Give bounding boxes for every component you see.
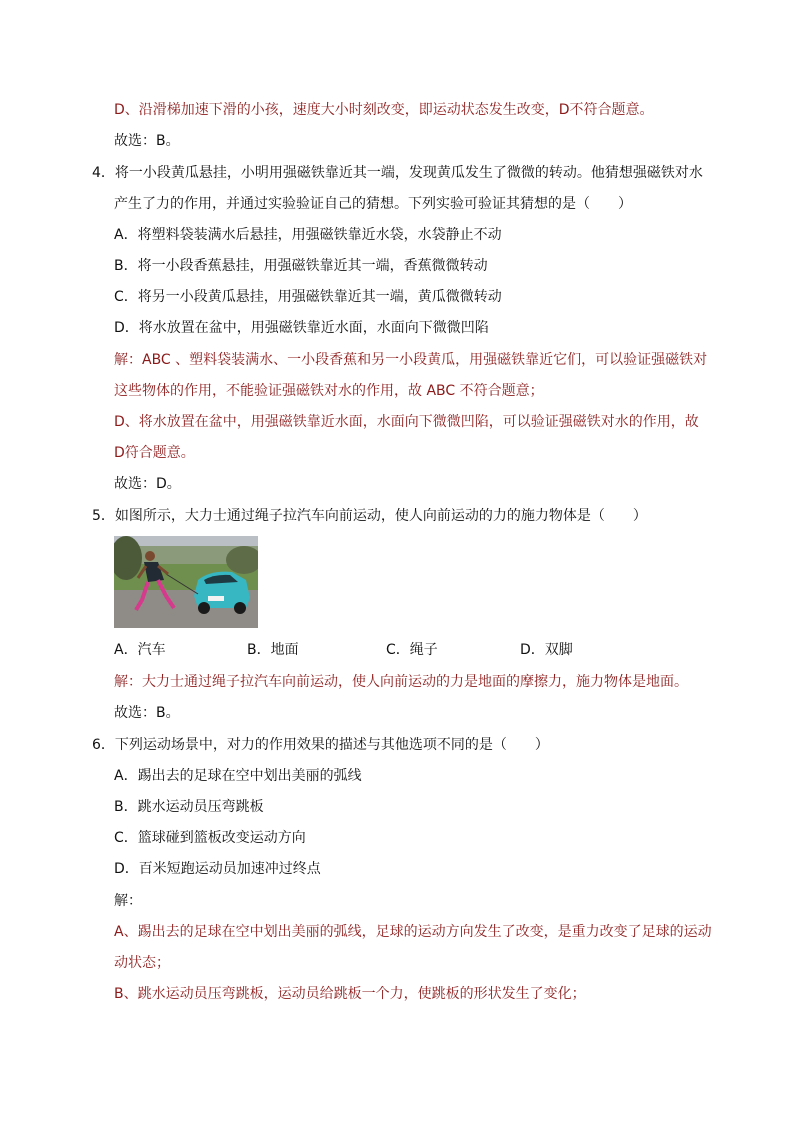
q6-option-c: C．篮球碰到篮板改变运动方向 (114, 830, 306, 846)
q6-option-b: B．跳水运动员压弯跳板 (114, 799, 264, 815)
q6-solution-b: B、跳水运动员压弯跳板，运动员给跳板一个力，使跳板的形状发生了变化； (114, 986, 586, 1002)
q6-solution-a-line-1: A、踢出去的足球在空中划出美丽的弧线，足球的运动方向发生了改变，是重力改变了足球的运动 (114, 924, 712, 940)
q6-solution-label: 解： (114, 893, 142, 909)
q5-option-a: A．汽车 (114, 642, 166, 658)
q4-option-b: B．将一小段香蕉悬挂，用强磁铁靠近其一端，香蕉微微转动 (114, 258, 488, 274)
q6-option-d: D．百米短跑运动员加速冲过终点 (114, 861, 321, 877)
q4-option-d: D．将水放置在盆中，用强磁铁靠近水面，水面向下微微凹陷 (114, 320, 489, 336)
q5-option-d: D．双脚 (520, 642, 573, 658)
q5-solution: 解：大力士通过绳子拉汽车向前运动，使人向前运动的力是地面的摩擦力，施力物体是地面。 (114, 674, 688, 690)
q4-solution-line-2: 这些物体的作用，不能验证强磁铁对水的作用，故 ABC 不符合题意； (114, 383, 544, 399)
q6-option-a: A．踢出去的足球在空中划出美丽的弧线 (114, 768, 362, 784)
q4-solution-line-4: D符合题意。 (114, 445, 195, 461)
q4-option-c: C．将另一小段黄瓜悬挂，用强磁铁靠近其一端，黄瓜微微转动 (114, 289, 502, 305)
q5-answer: 故选：B。 (114, 705, 180, 721)
strongman-pulling-car-photo (114, 536, 258, 628)
q6-stem: 6．下列运动场景中，对力的作用效果的描述与其他选项不同的是（ ） (92, 737, 549, 753)
q4-stem-line-2: 产生了力的作用，并通过实验验证自己的猜想。下列实验可验证其猜想的是（ ） (114, 196, 632, 212)
q5-stem: 5．如图所示，大力士通过绳子拉汽车向前运动，使人向前运动的力的施力物体是（ ） (92, 508, 647, 524)
q3-analysis-d: D、沿滑梯加速下滑的小孩，速度大小时刻改变，即运动状态发生改变，D不符合题意。 (114, 102, 654, 118)
q5-option-c: C．绳子 (386, 642, 438, 658)
q3-answer: 故选：B。 (114, 133, 180, 149)
q4-solution-line-3: D、将水放置在盆中，用强磁铁靠近水面，水面向下微微凹陷，可以验证强磁铁对水的作用，故 (114, 414, 699, 430)
q6-solution-a-line-2: 动状态； (114, 955, 170, 971)
q4-answer: 故选：D。 (114, 476, 181, 492)
q4-solution-line-1: 解：ABC 、塑料袋装满水、一小段香蕉和另一小段黄瓜，用强磁铁靠近它们，可以验证强磁铁对 (114, 352, 708, 368)
q5-option-b: B．地面 (247, 642, 299, 658)
q4-stem-line-1: 4．将一小段黄瓜悬挂，小明用强磁铁靠近其一端，发现黄瓜发生了微微的转动。他猜想强磁铁对水 (92, 165, 703, 181)
q4-option-a: A．将塑料袋装满水后悬挂，用强磁铁靠近水袋，水袋静止不动 (114, 227, 502, 243)
q5-options (114, 640, 674, 662)
